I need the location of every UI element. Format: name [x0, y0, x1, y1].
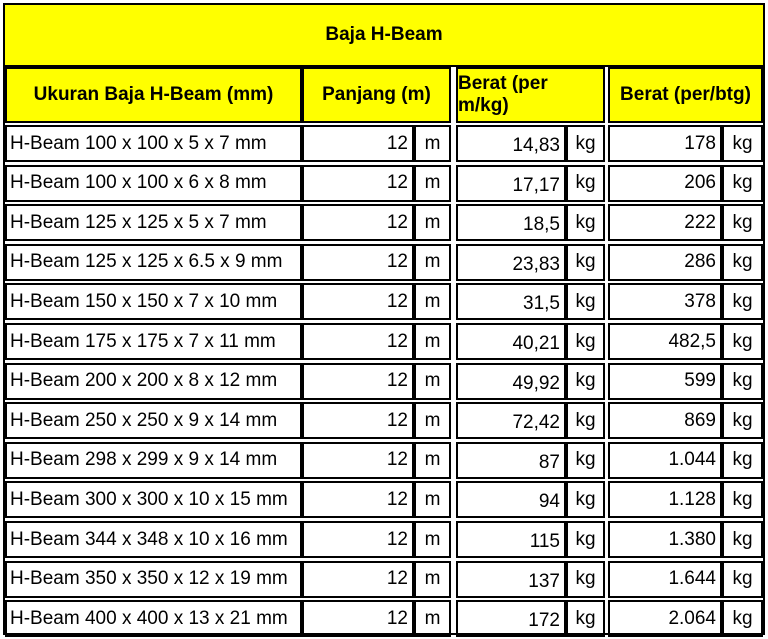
- cell-length: 12: [302, 600, 414, 637]
- cell-weight-per-m-unit: kg: [566, 561, 605, 598]
- cell-weight-per-bar-unit: kg: [722, 165, 763, 202]
- table-row: [5, 600, 763, 637]
- cell-length: 12: [302, 521, 414, 558]
- cell-length-unit: m: [414, 323, 451, 360]
- cell-weight-per-bar: 1.380: [608, 521, 722, 558]
- cell-weight-per-bar: 222: [608, 204, 722, 241]
- table-row: [5, 323, 763, 360]
- cell-weight-per-m-unit: kg: [566, 323, 605, 360]
- cell-weight-per-bar-unit: kg: [722, 442, 763, 479]
- cell-length-unit: m: [414, 561, 451, 598]
- cell-weight-per-m-unit: kg: [566, 125, 605, 162]
- cell-length-unit: m: [414, 165, 451, 202]
- table-row: [5, 402, 763, 439]
- cell-weight-per-m-unit: kg: [566, 600, 605, 637]
- cell-weight-per-bar: 1.128: [608, 481, 722, 518]
- cell-weight-per-bar: 599: [608, 363, 722, 400]
- table-row: [5, 481, 763, 518]
- cell-size: H-Beam 200 x 200 x 8 x 12 mm: [5, 363, 302, 400]
- cell-weight-per-bar: 178: [608, 125, 722, 162]
- cell-weight-per-m-unit: kg: [566, 204, 605, 241]
- cell-size: H-Beam 350 x 350 x 12 x 19 mm: [5, 561, 302, 598]
- cell-length-unit: m: [414, 204, 451, 241]
- cell-length-unit: m: [414, 402, 451, 439]
- cell-size: H-Beam 175 x 175 x 7 x 11 mm: [5, 323, 302, 360]
- cell-length: 12: [302, 363, 414, 400]
- cell-weight-per-m: 23,83: [456, 244, 566, 281]
- cell-weight-per-m-unit: kg: [566, 481, 605, 518]
- cell-weight-per-bar: 869: [608, 402, 722, 439]
- table-header-row: [5, 67, 763, 123]
- cell-length: 12: [302, 125, 414, 162]
- cell-weight-per-m: 115: [456, 521, 566, 558]
- cell-weight-per-bar: 1.644: [608, 561, 722, 598]
- cell-weight-per-m-unit: kg: [566, 442, 605, 479]
- cell-length-unit: m: [414, 481, 451, 518]
- cell-length: 12: [302, 442, 414, 479]
- cell-size: H-Beam 125 x 125 x 5 x 7 mm: [5, 204, 302, 241]
- table-row: [5, 283, 763, 320]
- header-length: Panjang (m): [302, 67, 451, 123]
- cell-length: 12: [302, 204, 414, 241]
- cell-length-unit: m: [414, 600, 451, 637]
- cell-length-unit: m: [414, 125, 451, 162]
- cell-size: H-Beam 298 x 299 x 9 x 14 mm: [5, 442, 302, 479]
- cell-weight-per-m: 172: [456, 600, 566, 637]
- cell-length-unit: m: [414, 244, 451, 281]
- cell-weight-per-m: 40,21: [456, 323, 566, 360]
- cell-size: H-Beam 100 x 100 x 5 x 7 mm: [5, 125, 302, 162]
- table-row: [5, 244, 763, 281]
- cell-length: 12: [302, 283, 414, 320]
- cell-weight-per-m-unit: kg: [566, 283, 605, 320]
- cell-weight-per-bar: 378: [608, 283, 722, 320]
- cell-size: H-Beam 100 x 100 x 6 x 8 mm: [5, 165, 302, 202]
- cell-weight-per-bar: 482,5: [608, 323, 722, 360]
- cell-weight-per-m: 17,17: [456, 165, 566, 202]
- table-row: [5, 125, 763, 162]
- header-weight-per-bar: Berat (per/btg): [608, 67, 763, 123]
- cell-weight-per-bar-unit: kg: [722, 363, 763, 400]
- cell-length: 12: [302, 481, 414, 518]
- cell-weight-per-m-unit: kg: [566, 244, 605, 281]
- table-row: [5, 442, 763, 479]
- cell-length-unit: m: [414, 521, 451, 558]
- cell-weight-per-m-unit: kg: [566, 165, 605, 202]
- cell-weight-per-bar: 2.064: [608, 600, 722, 637]
- cell-length: 12: [302, 244, 414, 281]
- table-row: [5, 561, 763, 598]
- cell-weight-per-bar: 206: [608, 165, 722, 202]
- header-weight-per-m: Berat (per m/kg): [456, 67, 605, 123]
- header-size: Ukuran Baja H-Beam (mm): [5, 67, 302, 123]
- cell-length-unit: m: [414, 283, 451, 320]
- cell-weight-per-m: 49,92: [456, 363, 566, 400]
- cell-size: H-Beam 150 x 150 x 7 x 10 mm: [5, 283, 302, 320]
- h-beam-table: [3, 3, 765, 635]
- cell-weight-per-m-unit: kg: [566, 402, 605, 439]
- table-row: [5, 204, 763, 241]
- cell-length: 12: [302, 561, 414, 598]
- cell-weight-per-bar-unit: kg: [722, 323, 763, 360]
- cell-weight-per-m: 18,5: [456, 204, 566, 241]
- cell-size: H-Beam 250 x 250 x 9 x 14 mm: [5, 402, 302, 439]
- cell-weight-per-m: 31,5: [456, 283, 566, 320]
- cell-weight-per-bar-unit: kg: [722, 244, 763, 281]
- cell-length-unit: m: [414, 363, 451, 400]
- cell-weight-per-bar: 1.044: [608, 442, 722, 479]
- cell-weight-per-m-unit: kg: [566, 363, 605, 400]
- table-row: [5, 165, 763, 202]
- cell-weight-per-m-unit: kg: [566, 521, 605, 558]
- cell-length: 12: [302, 402, 414, 439]
- cell-length: 12: [302, 323, 414, 360]
- cell-weight-per-m: 87: [456, 442, 566, 479]
- cell-weight-per-bar-unit: kg: [722, 402, 763, 439]
- table-row: [5, 521, 763, 558]
- cell-weight-per-m: 14,83: [456, 125, 566, 162]
- cell-weight-per-bar-unit: kg: [722, 600, 763, 637]
- cell-weight-per-m: 72,42: [456, 402, 566, 439]
- cell-weight-per-m: 94: [456, 481, 566, 518]
- cell-weight-per-bar-unit: kg: [722, 283, 763, 320]
- cell-length: 12: [302, 165, 414, 202]
- cell-weight-per-bar-unit: kg: [722, 125, 763, 162]
- cell-size: H-Beam 300 x 300 x 10 x 15 mm: [5, 481, 302, 518]
- table-title: Baja H-Beam: [5, 5, 763, 67]
- cell-length-unit: m: [414, 442, 451, 479]
- cell-weight-per-bar-unit: kg: [722, 561, 763, 598]
- cell-weight-per-m: 137: [456, 561, 566, 598]
- cell-size: H-Beam 125 x 125 x 6.5 x 9 mm: [5, 244, 302, 281]
- cell-size: H-Beam 344 x 348 x 10 x 16 mm: [5, 521, 302, 558]
- cell-weight-per-bar-unit: kg: [722, 481, 763, 518]
- cell-size: H-Beam 400 x 400 x 13 x 21 mm: [5, 600, 302, 637]
- cell-weight-per-bar-unit: kg: [722, 204, 763, 241]
- cell-weight-per-bar: 286: [608, 244, 722, 281]
- cell-weight-per-bar-unit: kg: [722, 521, 763, 558]
- table-row: [5, 363, 763, 400]
